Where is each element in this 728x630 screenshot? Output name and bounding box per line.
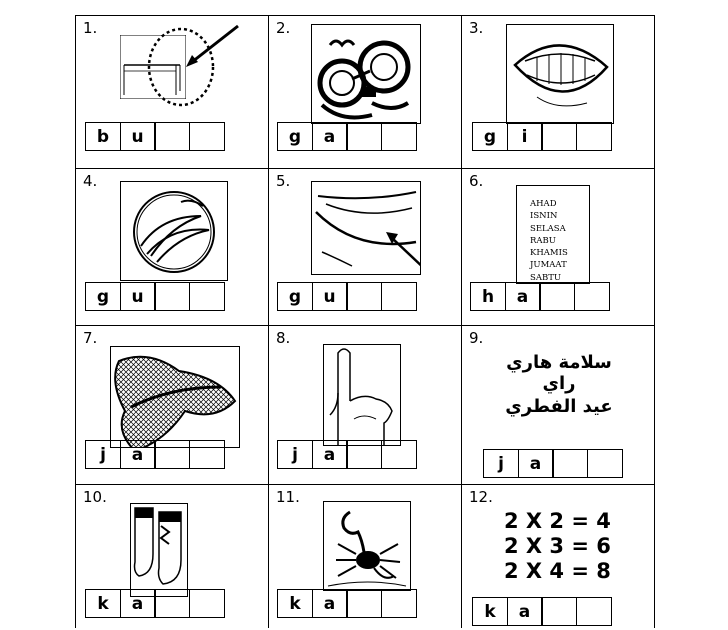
letter-boxes <box>85 122 225 151</box>
net-icon <box>110 346 240 448</box>
letter-box[interactable] <box>154 440 190 469</box>
letter-box[interactable] <box>541 122 577 151</box>
letter-box[interactable]: a <box>120 589 156 618</box>
letter-box[interactable]: u <box>120 282 156 311</box>
days-list <box>516 185 590 284</box>
letter-box[interactable]: b <box>85 122 121 151</box>
letter-box[interactable]: a <box>312 589 348 618</box>
cell-number: 4. <box>83 172 98 190</box>
cell-3 <box>462 16 655 169</box>
letter-box[interactable] <box>587 449 623 478</box>
teeth-icon <box>506 24 614 124</box>
finger-icon <box>323 344 401 446</box>
arabic-line: عيد الفطري <box>505 396 613 417</box>
letter-box[interactable] <box>576 597 612 626</box>
letter-box[interactable] <box>189 589 225 618</box>
cell-number: 9. <box>469 329 484 347</box>
letter-box[interactable] <box>539 282 575 311</box>
letter-box[interactable]: a <box>312 440 348 469</box>
letter-box[interactable] <box>346 589 382 618</box>
letter-box[interactable]: g <box>472 122 508 151</box>
cell-number: 1. <box>83 19 98 37</box>
letter-boxes <box>85 282 225 311</box>
letter-box[interactable]: g <box>277 282 313 311</box>
letter-box[interactable] <box>381 589 417 618</box>
cell-number: 5. <box>276 172 291 190</box>
letter-box[interactable] <box>189 440 225 469</box>
equation: 2 X 3 = 6 <box>504 534 611 558</box>
day-label: JUMAAT <box>530 260 567 271</box>
cell-number: 10. <box>83 488 107 506</box>
letter-box[interactable] <box>189 122 225 151</box>
arabic-greeting <box>504 346 614 446</box>
letter-box[interactable]: i <box>507 122 543 151</box>
letter-boxes <box>85 440 225 469</box>
letter-box[interactable] <box>346 282 382 311</box>
days-of-week <box>530 198 568 284</box>
cell-10 <box>76 485 269 628</box>
letter-box[interactable] <box>574 282 610 311</box>
letter-box[interactable]: g <box>277 122 313 151</box>
letter-box[interactable]: j <box>277 440 313 469</box>
day-label: SABTU <box>530 272 562 283</box>
arabic-line: سلامة هاري راي <box>506 352 612 394</box>
marble-icon <box>120 181 228 281</box>
letter-box[interactable] <box>541 597 577 626</box>
letter-boxes <box>472 597 612 626</box>
letter-boxes <box>483 449 623 478</box>
cell-11 <box>269 485 462 628</box>
cell-12 <box>462 485 655 628</box>
letter-box[interactable] <box>154 282 190 311</box>
letter-box[interactable]: a <box>505 282 541 311</box>
cell-number: 6. <box>469 172 484 190</box>
day-label: ISNIN <box>530 211 558 222</box>
letter-box[interactable] <box>381 282 417 311</box>
letter-box[interactable] <box>552 449 588 478</box>
cell-9 <box>462 326 655 485</box>
letter-boxes <box>277 440 417 469</box>
equations <box>504 509 611 584</box>
letter-box[interactable]: u <box>312 282 348 311</box>
cell-8 <box>269 326 462 485</box>
letter-box[interactable] <box>381 440 417 469</box>
cell-number: 8. <box>276 329 291 347</box>
letter-boxes <box>85 589 225 618</box>
letter-box[interactable]: a <box>120 440 156 469</box>
letter-boxes <box>277 589 417 618</box>
socks-icon <box>130 503 188 597</box>
letter-box[interactable]: k <box>85 589 121 618</box>
day-label: KHAMIS <box>530 248 568 259</box>
equation: 2 X 4 = 8 <box>504 559 611 583</box>
cell-number: 7. <box>83 329 98 347</box>
letter-box[interactable]: j <box>483 449 519 478</box>
dashed-circle-arrow <box>146 20 246 110</box>
worksheet-grid <box>75 15 655 628</box>
letter-boxes <box>277 282 417 311</box>
letter-box[interactable] <box>381 122 417 151</box>
cell-number: 2. <box>276 19 291 37</box>
cell-2 <box>269 16 462 169</box>
day-label: AHAD <box>530 199 557 209</box>
letter-box[interactable]: a <box>507 597 543 626</box>
cell-6 <box>462 169 655 326</box>
letter-boxes <box>472 122 612 151</box>
letter-box[interactable]: h <box>470 282 506 311</box>
letter-box[interactable] <box>154 589 190 618</box>
equation: 2 X 2 = 4 <box>504 509 611 533</box>
letter-box[interactable]: a <box>518 449 554 478</box>
cell-5 <box>269 169 462 326</box>
gums-icon <box>311 181 421 275</box>
letter-box[interactable]: j <box>85 440 121 469</box>
cell-4 <box>76 169 269 326</box>
letter-box[interactable] <box>346 122 382 151</box>
cell-number: 12. <box>469 488 493 506</box>
day-label: SELASA <box>530 223 566 234</box>
letter-boxes <box>470 282 610 311</box>
cell-7 <box>76 326 269 485</box>
cell-number: 3. <box>469 19 484 37</box>
letter-box[interactable] <box>576 122 612 151</box>
scorpion-icon <box>323 501 411 591</box>
letter-box[interactable]: u <box>120 122 156 151</box>
letter-box[interactable]: k <box>472 597 508 626</box>
letter-box[interactable]: a <box>312 122 348 151</box>
letter-box[interactable] <box>154 122 190 151</box>
multiplication <box>504 509 614 589</box>
cell-1 <box>76 16 269 169</box>
letter-box[interactable]: k <box>277 589 313 618</box>
letter-box[interactable]: g <box>85 282 121 311</box>
handcuffs-icon <box>311 24 421 124</box>
letter-box[interactable] <box>346 440 382 469</box>
letter-boxes <box>277 122 417 151</box>
day-label: RABU <box>530 235 556 246</box>
cell-number: 11. <box>276 488 300 506</box>
letter-box[interactable] <box>189 282 225 311</box>
